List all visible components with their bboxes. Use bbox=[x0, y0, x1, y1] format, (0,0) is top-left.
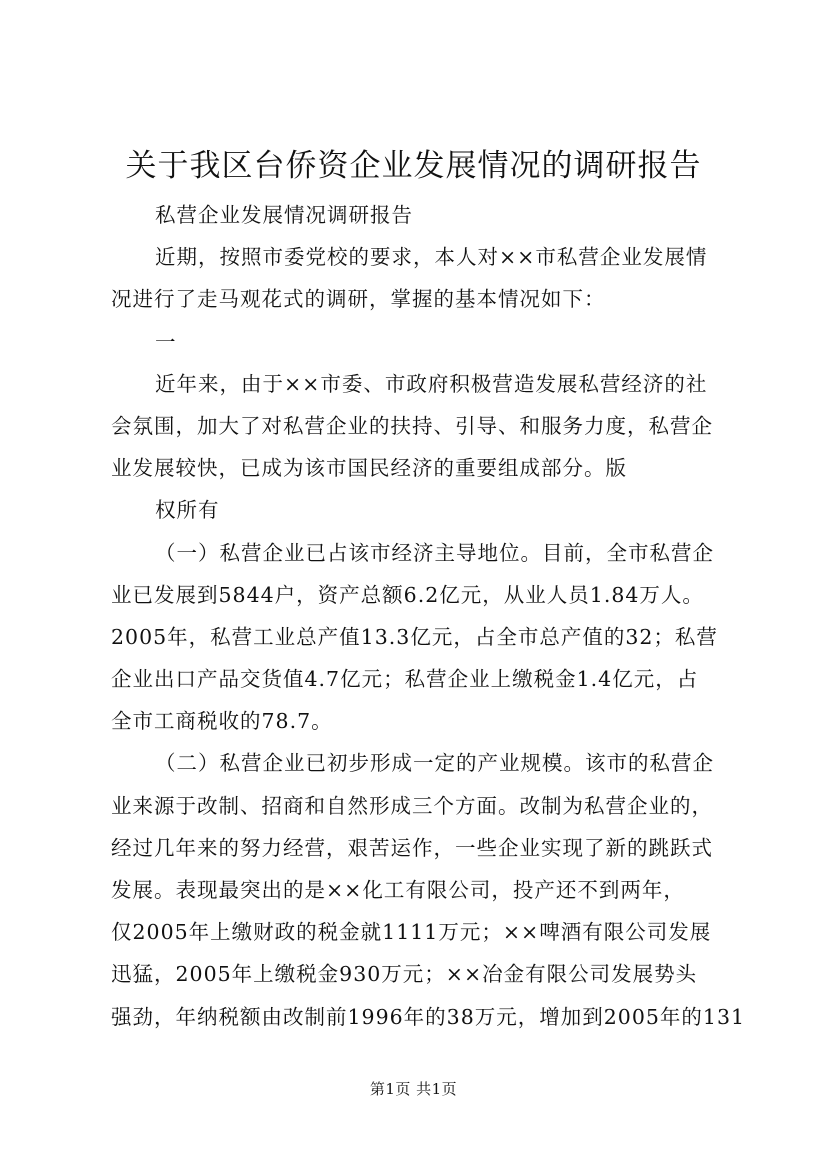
text-line: 况进行了走马观花式的调研，掌握的基本情况如下： bbox=[111, 287, 606, 312]
text-line: （一）私营企业已占该市经济主导地位。目前，全市私营企 bbox=[155, 540, 714, 565]
section-number: 一 bbox=[155, 329, 177, 354]
text-line: 仅2005年上缴财政的税金就1111万元；××啤酒有限公司发展 bbox=[111, 920, 712, 945]
text-line: 强劲，年纳税额由改制前1996年的38万元，增加到2005年的131 bbox=[111, 1004, 746, 1029]
document-body bbox=[111, 194, 746, 1038]
text-line: 企业出口产品交货值4.7亿元；私营企业上缴税金1.4亿元，占 bbox=[111, 667, 699, 692]
text-line: 会氛围，加大了对私营企业的扶持、引导、和服务力度，私营企 bbox=[111, 413, 713, 438]
text-line: 权所有 bbox=[155, 498, 220, 523]
text-line: 迅猛，2005年上缴税金930万元；××冶金有限公司发展势头 bbox=[111, 962, 698, 987]
text-line: 发展。表现最突出的是××化工有限公司，投产还不到两年， bbox=[111, 878, 685, 902]
text-line: 业已发展到5844户，资产总额6.2亿元，从业人员1.84万人。 bbox=[111, 582, 704, 607]
text-line: 2005年，私营工业总产值13.3亿元，占全市总产值的32；私营 bbox=[111, 624, 718, 649]
subtitle-line: 私营企业发展情况调研报告 bbox=[155, 203, 413, 227]
text-line: 近期，按照市委党校的要求，本人对××市私营企业发展情 bbox=[155, 245, 708, 270]
text-line: 全市工商税收的78.7。 bbox=[111, 709, 333, 734]
text-line: （二）私营企业已初步形成一定的产业规模。该市的私营企 bbox=[155, 751, 714, 776]
page-footer: 第1页 共1页 bbox=[369, 1080, 458, 1098]
text-line: 近年来，由于××市委、市政府积极营造发展私营经济的社 bbox=[155, 371, 708, 396]
text-line: 经过几年来的努力经营，艰苦运作，一些企业实现了新的跳跃式 bbox=[111, 835, 713, 860]
text-line: 业发展较快，已成为该市国民经济的重要组成部分。版 bbox=[111, 456, 627, 481]
text-line: 业来源于改制、招商和自然形成三个方面。改制为私营企业的， bbox=[111, 793, 713, 818]
document-title: 关于我区台侨资企业发展情况的调研报告 bbox=[125, 148, 702, 184]
